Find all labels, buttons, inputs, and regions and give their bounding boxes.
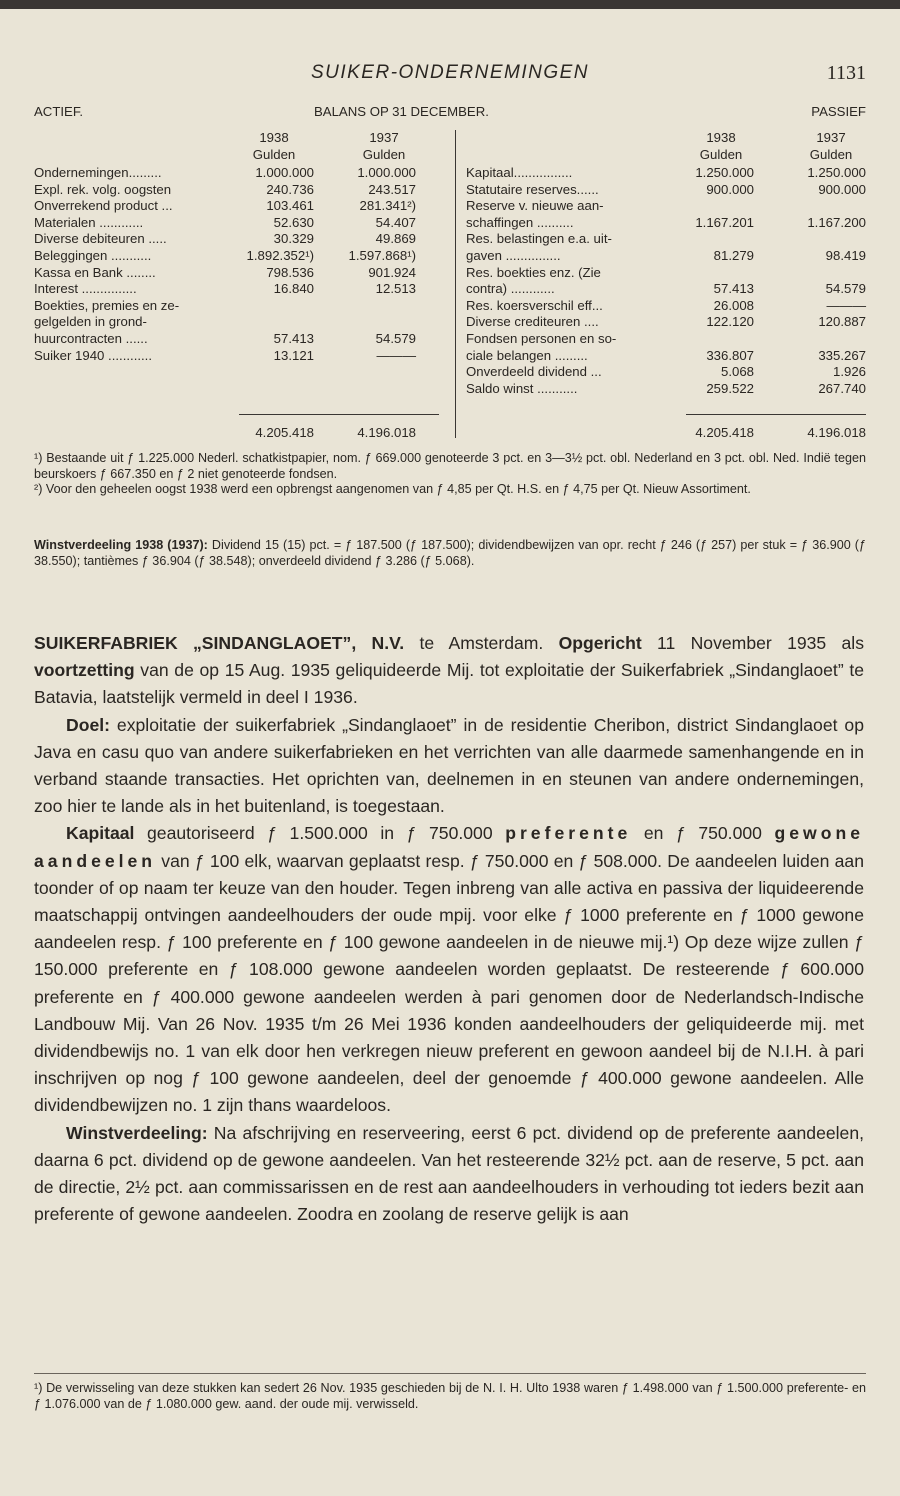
winstverdeeling-1938	[34, 538, 866, 569]
winstverdeeling-label: Winstverdeeling:	[66, 1122, 208, 1143]
passief-row-value-1937: 1.167.200	[807, 214, 866, 230]
kapitaal-text-a: geautoriseerd ƒ 1.500.000 in ƒ 750.000	[134, 823, 506, 844]
page-footnote: ¹) De verwisseling van deze stukken kan sedert 26 Nov. 1935 geschieden bij de N. I. H. Ulto 1938 waren ƒ 1.498.000 van ƒ 1.500.000 preferente- en ƒ 1.076.000 van de ƒ 1.080.000 gew. aand. der oude mij. verwisseld.	[34, 1381, 866, 1411]
passief-total-1937: 4.196.018	[807, 425, 866, 440]
passief-col-1938-unit: Gulden	[699, 147, 743, 162]
actief-row-value-1938: 798.536	[266, 264, 314, 280]
passief-row-label: gaven ...............	[466, 248, 561, 263]
balance-footnotes	[34, 451, 866, 498]
actief-row-label: Materialen ............	[34, 214, 144, 230]
footnote-rule	[34, 1373, 866, 1374]
passief-row-label: Res. belastingen e.a. uit-	[466, 231, 612, 247]
actief-row-value-1937: 281.341²)	[359, 198, 416, 214]
actief-row-label: Interest ...............	[34, 281, 137, 297]
article-doel	[34, 712, 864, 821]
actief-row-value-1937: 1.597.868¹)	[348, 248, 416, 263]
page-number: 1131	[826, 62, 866, 84]
actief-row-value-1937: 54.579	[375, 331, 416, 346]
passief-row-label: schaffingen ..........	[466, 214, 574, 230]
article-body	[34, 630, 864, 1228]
actief-label: ACTIEF.	[34, 104, 84, 119]
actief-row-value-1937: 12.513	[375, 281, 416, 297]
page-header	[0, 62, 900, 90]
balance-sheet	[34, 104, 866, 444]
actief-row-value-1938: 13.121	[273, 347, 314, 363]
actief-row-value-1938: 240.736	[266, 181, 314, 197]
actief-row-label: Boekties, premies en ze-	[34, 297, 180, 313]
actief-col-1938-year: 1938	[259, 130, 289, 145]
passief-row-value-1937: 335.267	[818, 347, 866, 363]
passief-row-value-1938: 1.167.201	[695, 214, 754, 230]
passief-row-value-1937: 267.740	[818, 380, 866, 396]
passief-label: PASSIEF	[811, 104, 866, 119]
actief-row-label: Beleggingen ...........	[34, 248, 152, 263]
kapitaal-text-b: en ƒ 750.000	[631, 823, 775, 844]
passief-row-value-1937: 54.579	[825, 281, 866, 297]
kapitaal-text-c: van ƒ 100 elk, waarvan geplaatst resp. ƒ 750.000 en ƒ 508.000. De aandeelen luiden aan toonder of op naam ter keuze van den houder. Tegen inbreng van alle activa en passiva der liquideerende maatschappij ontvingen aandeelhouders der oude mpij. voor elke ƒ 1000 preferente en ƒ 1000 gewone aandeelen resp. ƒ 100 preferente en ƒ 100 gewone aandeelen in de nieuwe mij.¹) Op deze wijze zullen ƒ 150.000 preferente en ƒ 108.000 gewone aandeelen worden geplaatst. De resteerende ƒ 600.000 preferente en ƒ 400.000 gewone aandeelen werden à pari genomen door de Nederlandsch-Indische Landbouw Mij. Van 26 Nov. 1935 t/m 26 Mei 1936 konden aandeelhouders der geliquideerde mij. met dividendbewijs no. 1 van elk door hen verkregen nieuw preferent en gewoon aandeel bij de N.I.H. à pari inschrijven op nog ƒ 100 gewone aandeelen, deel der genoemde ƒ 400.000 gewone aandeelen. Alle dividendbewijzen no. 1 zijn thans waardeloos.	[34, 850, 864, 1116]
passief-row-value-1938: 81.279	[713, 248, 754, 263]
passief-row-value-1937: ———	[826, 297, 866, 313]
doel-label: Doel:	[66, 714, 110, 735]
passief-row-label: Saldo winst ...........	[466, 380, 578, 396]
passief-row-label: Kapitaal................	[466, 165, 573, 180]
intro-text-c: van de op 15 Aug. 1935 geliquideerde Mij. tot exploitatie der Suikerfabriek „Sindanglaoet” te Batavia, laatstelijk vermeld in deel I 1936.	[34, 660, 864, 708]
passief-row-label: ciale belangen .........	[466, 347, 588, 363]
passief-row-label: Statutaire reserves......	[466, 181, 599, 197]
actief-col-1937-unit: Gulden	[362, 147, 406, 162]
voortzetting-label: voortzetting	[34, 660, 135, 681]
actief-row-value-1938: 1.892.352¹)	[246, 248, 314, 263]
actief-row-value-1937: 49.869	[375, 231, 416, 247]
passief-row-value-1938: 259.522	[706, 380, 754, 396]
passief-row-label: Onverdeeld dividend ...	[466, 364, 602, 380]
actief-row-value-1938: 57.413	[273, 331, 314, 346]
passief-row-value-1937: 1.250.000	[807, 165, 866, 180]
actief-row-value-1938: 30.329	[273, 231, 314, 247]
actief-row-label: Expl. rek. volg. oogsten	[34, 181, 172, 197]
passief-row-value-1938: 26.008	[713, 297, 754, 313]
scan-top-edge	[0, 0, 900, 9]
passief-row-value-1937: 98.419	[825, 248, 866, 263]
actief-row-value-1937: 243.517	[368, 181, 416, 197]
balance-footnote-1: ¹) Bestaande uit ƒ 1.225.000 Nederl. schatkistpapier, nom. ƒ 669.000 genoteerde 3 pct. en 3—3½ pct. obl. Nederland en 3 pct. obl. Ned. Indië tegen beurskoers ƒ 667.350 en ƒ 2 niet genoteerde fondsen.	[34, 451, 866, 481]
actief-row-value-1938: 16.840	[273, 281, 314, 297]
passief-row-value-1938: 5.068	[720, 364, 754, 380]
passief-total-rule	[686, 414, 866, 415]
actief-row-value-1937: 901.924	[368, 264, 416, 280]
winstverdeeling-text: Na afschrijving en reserveering, eerst 6 pct. dividend op de preferente aandeelen, daarna 6 pct. dividend op de gewone aandeelen. Van het resteerende 32½ pct. aan de reserve, 5 pct. aan de directie, 2½ pct. aan commissarissen en de rest aan aandeelhouders in verhouding tot ieders bezit aan preferente of gewone aandeelen. Zoodra en zoolang de reserve gelijk is aan	[34, 1122, 864, 1225]
running-title: SUIKER-ONDERNEMINGEN	[310, 62, 590, 83]
passief-row-label: Fondsen personen en so-	[466, 331, 617, 346]
actief-row-value-1937: 1.000.000	[357, 165, 416, 180]
passief-row-label: Diverse crediteuren ....	[466, 314, 599, 330]
preferente-label: preferente	[505, 823, 632, 844]
actief-row-value-1937: 54.407	[375, 214, 416, 230]
passief-row-label: Res. boekties enz. (Zie	[466, 264, 601, 280]
passief-row-value-1938: 122.120	[706, 314, 754, 330]
intro-text-b: 11 November 1935 als	[641, 633, 865, 653]
actief-total-1937: 4.196.018	[357, 425, 416, 440]
balance-center-rule	[455, 130, 456, 438]
actief-row-label: Suiker 1940 ............	[34, 347, 153, 363]
actief-col-1937-year: 1937	[369, 130, 399, 145]
passief-row-value-1937: 1.926	[832, 364, 866, 380]
article-intro	[34, 630, 864, 712]
balance-footnote-2: ²) Voor den geheelen oogst 1938 werd een opbrengst aangenomen van ƒ 4,85 per Qt. H.S. en ƒ 4,75 per Qt. Nieuw Assortiment.	[34, 482, 751, 496]
passief-row-value-1938: 1.250.000	[695, 165, 754, 180]
passief-col-1937-unit: Gulden	[809, 147, 853, 162]
passief-row-value-1937: 120.887	[818, 314, 866, 330]
actief-total-1938: 4.205.418	[255, 425, 314, 440]
actief-row-label: Onverrekend product ...	[34, 198, 173, 214]
actief-row-value-1937: ———	[376, 347, 416, 363]
intro-text-a: te Amsterdam.	[404, 633, 559, 653]
actief-row-label: Ondernemingen.........	[34, 165, 162, 180]
gewone-aandeelen-label: gewone aandeelen	[34, 823, 864, 871]
actief-row-value-1938: 103.461	[266, 198, 314, 214]
passief-row-value-1938: 900.000	[706, 181, 754, 197]
winstverdeeling-1938-text: Dividend 15 (15) pct. = ƒ 187.500 (ƒ 187.500); dividendbewijzen van opr. recht ƒ 246 (ƒ 257) per stuk = ƒ 36.900 (ƒ 38.550); tantièmes ƒ 36.904 (ƒ 38.548); onverdeeld dividend ƒ 3.286 (ƒ 5.068).	[34, 538, 866, 568]
actief-row-value-1938: 1.000.000	[255, 165, 314, 180]
winstverdeeling-1938-label: Winstverdeeling 1938 (1937):	[34, 538, 208, 552]
passief-col-1937-year: 1937	[816, 130, 846, 145]
article-winstverdeeling	[34, 1120, 864, 1229]
passief-row-value-1938: 336.807	[706, 347, 754, 363]
actief-row-label: huurcontracten ......	[34, 331, 148, 346]
passief-col-1938-year: 1938	[706, 130, 736, 145]
kapitaal-label: Kapitaal	[66, 823, 135, 844]
passief-row-label: contra) ............	[466, 281, 555, 297]
doel-text: exploitatie der suikerfabriek „Sindanglaoet” in de residentie Cheribon, district Sindanglaoet op Java en casu quo van andere suikerfabrieken en het verrichten van alle daarmede samenhangende en in verband staande transacties. Het oprichten van, deelnemen in en steunen van andere ondernemingen, zoo hier te lande als in het buitenland, is toegestaan.	[34, 714, 864, 817]
opgericht-label: Opgericht	[558, 633, 642, 653]
actief-col-1938-unit: Gulden	[252, 147, 296, 162]
company-name: SUIKERFABRIEK „SINDANGLAOET”, N.V.	[34, 633, 405, 653]
passief-row-value-1938: 57.413	[713, 281, 754, 297]
balance-title: BALANS OP 31 DECEMBER.	[314, 104, 489, 119]
actief-row-label: Kassa en Bank ........	[34, 264, 156, 280]
actief-row-label: gelgelden in grond-	[34, 314, 147, 330]
passief-row-label: Res. koersverschil eff...	[466, 297, 603, 313]
actief-row-label: Diverse debiteuren .....	[34, 231, 167, 247]
actief-row-value-1938: 52.630	[273, 214, 314, 230]
article-kapitaal	[34, 820, 864, 1119]
passief-total-1938: 4.205.418	[695, 425, 754, 440]
passief-row-label: Reserve v. nieuwe aan-	[466, 198, 604, 214]
passief-row-value-1937: 900.000	[818, 181, 866, 197]
actief-total-rule	[239, 414, 439, 415]
